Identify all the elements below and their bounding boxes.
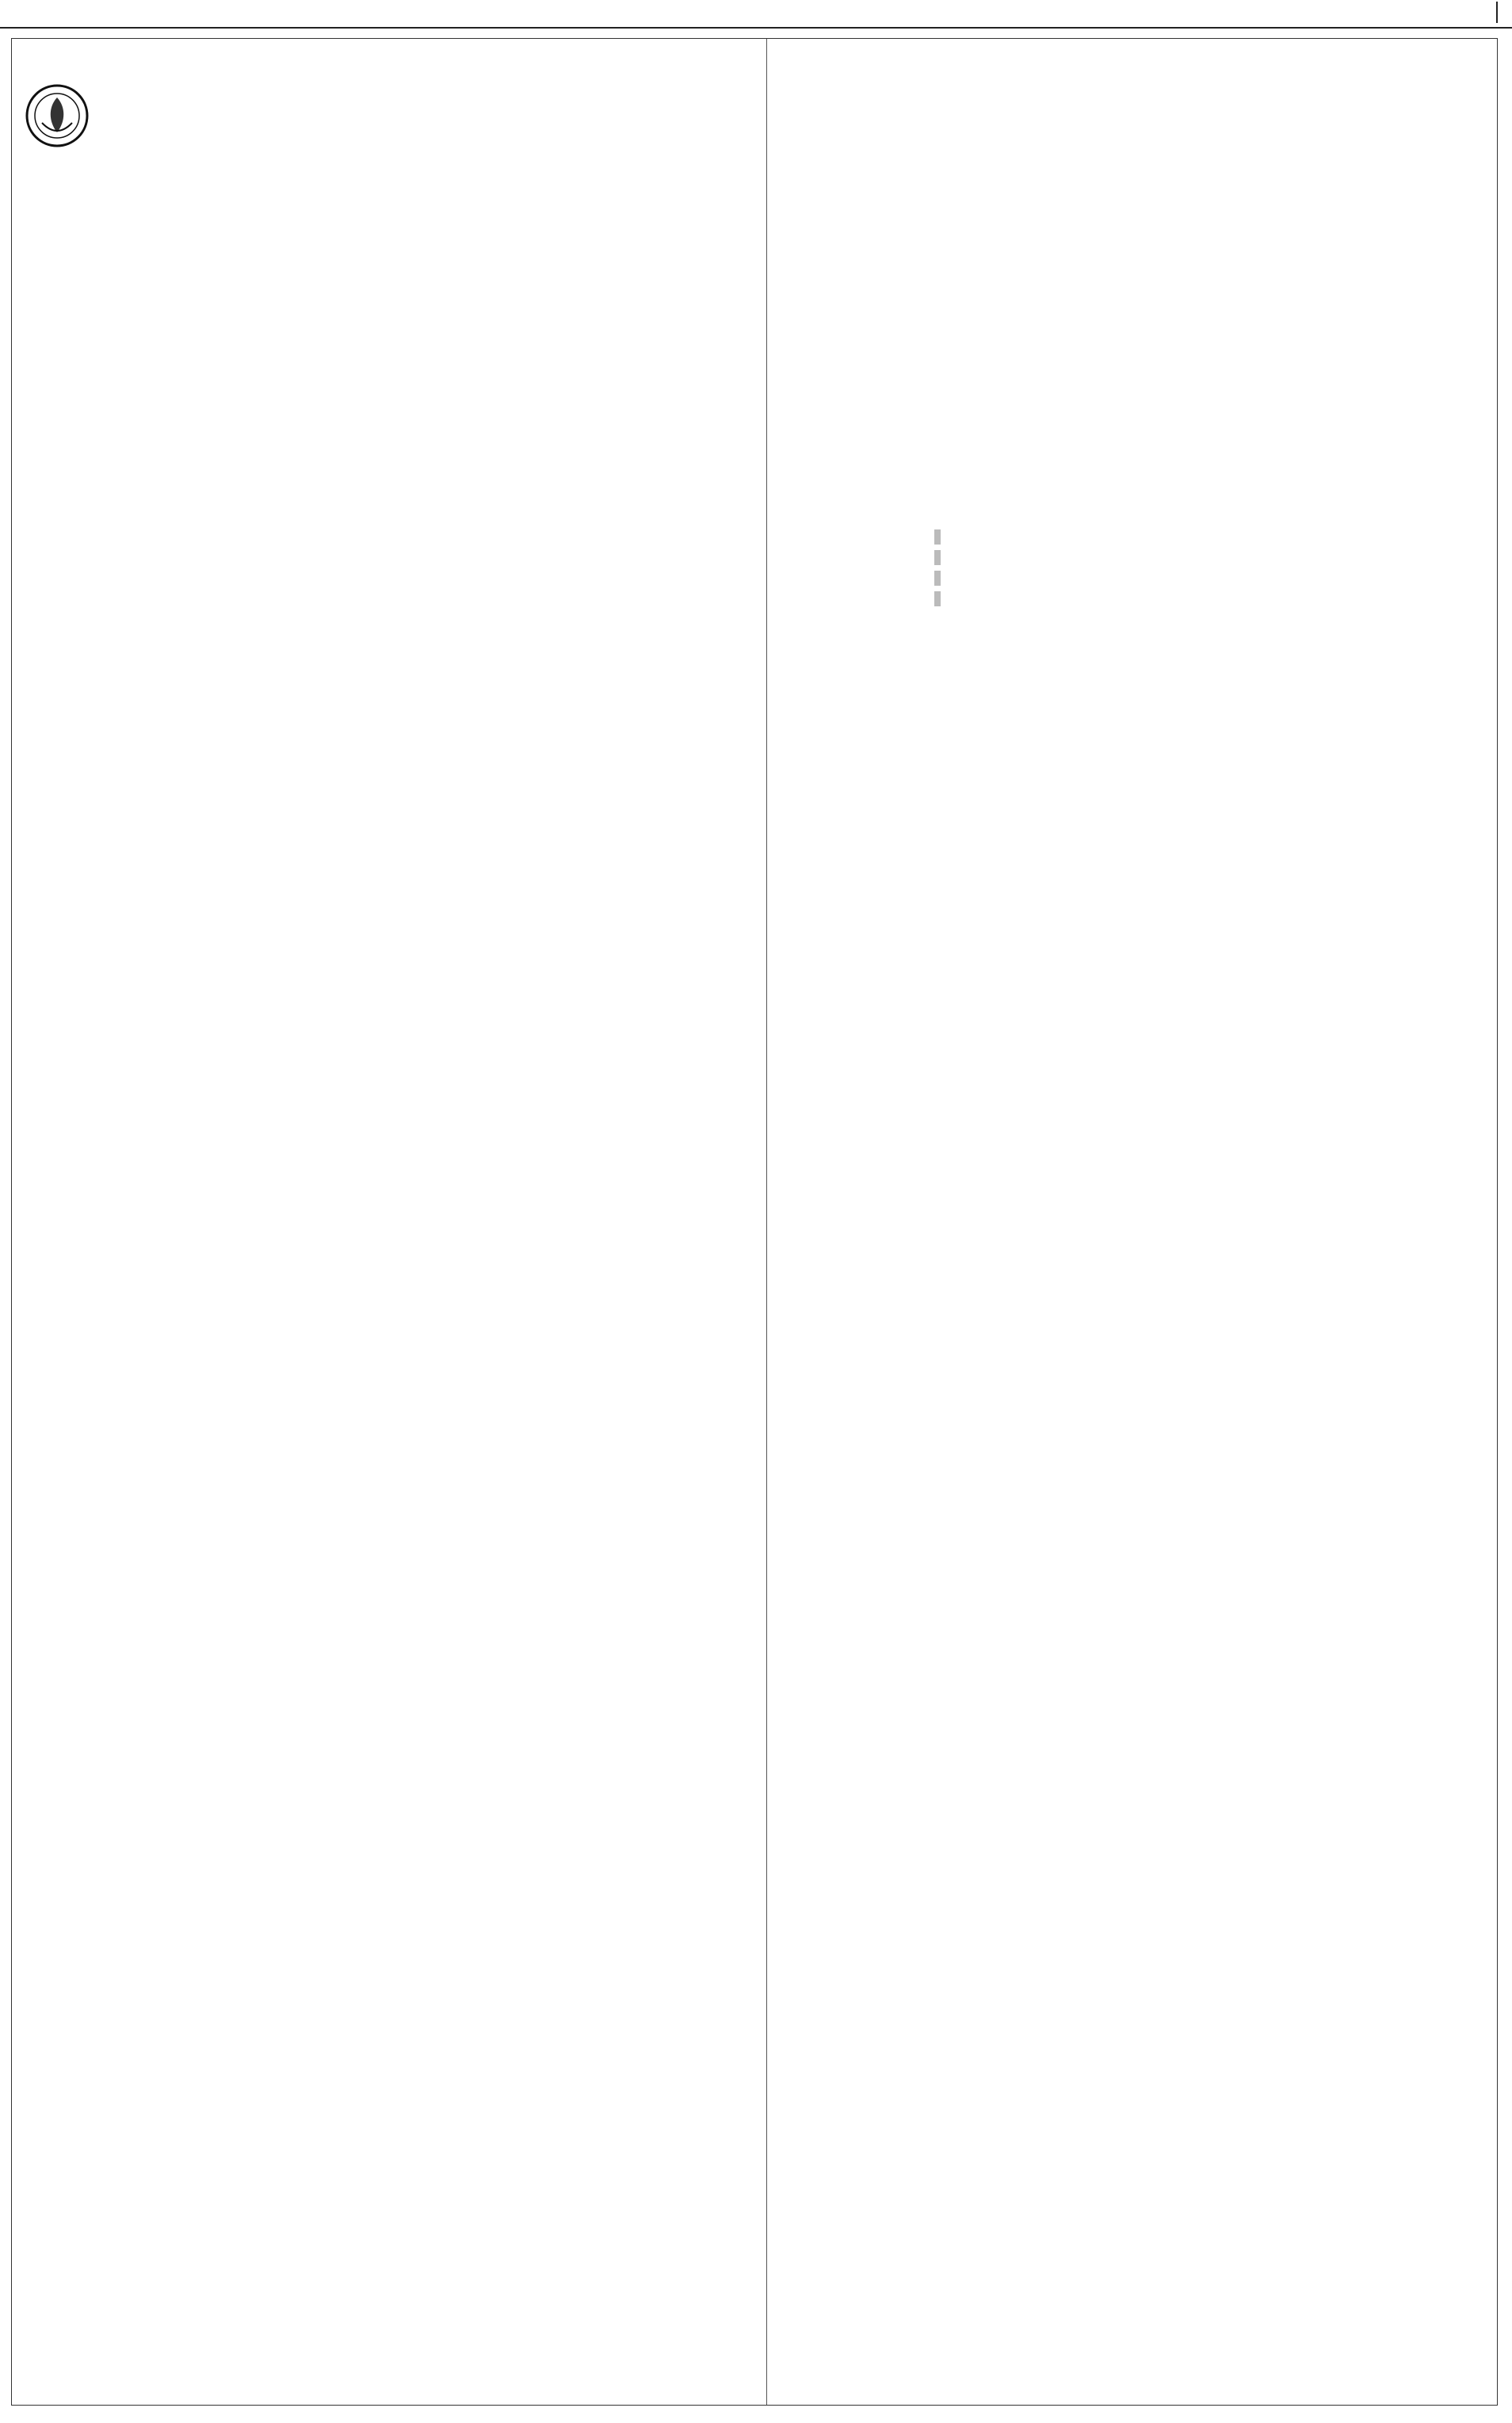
newspaper-masthead xyxy=(0,0,1512,29)
help-user-example xyxy=(934,571,941,586)
help-pin-example xyxy=(934,591,941,606)
birtan-logo-icon xyxy=(25,83,90,148)
column-divider xyxy=(766,39,767,2405)
term-22 xyxy=(787,525,1484,611)
terms-list xyxy=(787,525,1484,616)
sms-2-example xyxy=(934,550,941,565)
advertisement-frame xyxy=(11,38,1498,2406)
sms-1-example xyxy=(934,529,941,545)
page-number xyxy=(1496,2,1506,23)
masthead-brand xyxy=(1487,2,1506,24)
